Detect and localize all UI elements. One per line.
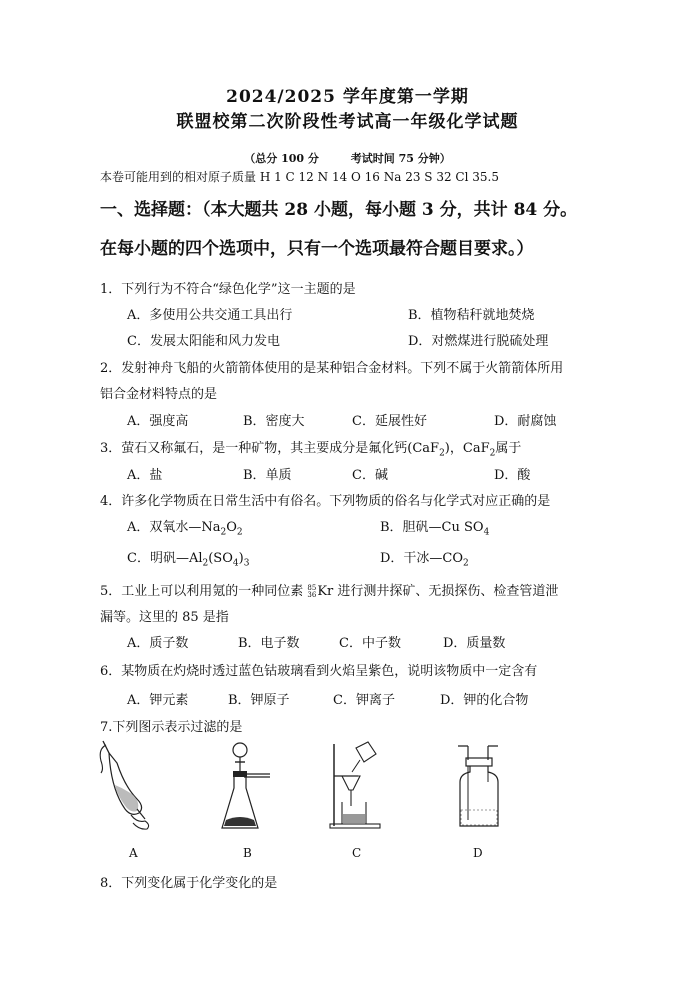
q5-stem-line1: 5．工业上可以利用氪的一种同位素 85 36Kr 进行测井探矿、无损探伤、检查管道泄 — [100, 583, 559, 599]
q3-option-b: B．单质 — [243, 468, 292, 483]
q1-option-c: C．发展太阳能和风力发电 — [127, 334, 280, 349]
q3-option-d: D．酸 — [494, 468, 531, 483]
q2-option-d: D．耐腐蚀 — [494, 414, 557, 429]
q1-option-d: D．对燃煤进行脱硫处理 — [408, 334, 549, 349]
q1-option-b: B．植物秸秆就地焚烧 — [408, 308, 535, 323]
exam-title-line2: 联盟校第二次阶段性考试高一年级化学试题 — [176, 112, 519, 132]
q4-option-b: B．胆矾—Cu $SO_4$ — [380, 520, 490, 538]
q2-option-b: B．密度大 — [243, 414, 305, 429]
q1-stem: 1．下列行为不符合“绿色化学”这一主题的是 — [100, 282, 356, 297]
figure-b-flask-with-funnel — [218, 740, 278, 832]
q2-stem-line2: 铝合金材料特点的是 — [100, 387, 218, 402]
q4-option-c: C．明矾$—Al_2(SO_4)_3$ — [127, 551, 250, 569]
q2-option-a: A．强度高 — [127, 414, 189, 429]
exam-meta — [0, 150, 695, 166]
figure-a-separatory-funnel — [95, 737, 155, 832]
q4-option-d: D．干冰$—CO_2$ — [380, 551, 469, 569]
figure-c-filtration — [328, 740, 388, 832]
q5-isotope-numbers: 85 36 — [307, 583, 317, 599]
figure-a-label: A — [129, 846, 138, 860]
figure-d-gas-washing-bottle — [450, 742, 510, 832]
q3-stem: 3．萤石又称氟石，是一种矿物，其主要成分是氟化钙(CaF$_2$)，CaF$_2$属于 — [100, 441, 522, 459]
q4-option-a: A．双氧水$—Na_2O_2$ — [127, 520, 243, 538]
q3-option-a: A．盐 — [127, 468, 163, 483]
exam-time: 考试时间 75 分钟） — [350, 152, 451, 165]
q6-option-d: D．钾的化合物 — [440, 693, 529, 708]
q6-option-a: A．钾元素 — [127, 693, 189, 708]
section-heading-line2: 在每小题的四个选项中，只有一个选项最符合题目要求。） — [100, 239, 534, 259]
q6-option-c: C．钾离子 — [333, 693, 395, 708]
q8-stem: 8．下列变化属于化学变化的是 — [100, 876, 278, 891]
q2-option-c: C．延展性好 — [352, 414, 427, 429]
q7-stem: 7.下列图示表示过滤的是 — [100, 720, 243, 735]
q3-option-c: C．碱 — [352, 468, 388, 483]
section-heading-line1: 一、选择题：（本大题共 28 小题，每小题 3 分，共计 84 分。 — [100, 200, 578, 220]
q5-option-d: D．质量数 — [443, 636, 506, 651]
q5-option-c: C．中子数 — [339, 636, 401, 651]
q2-stem-line1: 2．发射神舟飞船的火箭箭体使用的是某种铝合金材料。下列不属于火箭箭体所用 — [100, 361, 564, 376]
figure-d-label: D — [473, 846, 483, 860]
total-score: （总分 100 分 — [244, 152, 319, 165]
figure-b-label: B — [243, 846, 252, 860]
exam-title-line1: 2024/2025 学年度第一学期 — [226, 87, 469, 107]
q6-stem: 6．某物质在灼烧时透过蓝色钴玻璃看到火焰呈紫色，说明该物质中一定含有 — [100, 664, 538, 679]
figure-c-label: C — [352, 846, 362, 860]
q6-option-b: B．钾原子 — [228, 693, 290, 708]
q5-stem-line2: 漏等。这里的 85 是指 — [100, 610, 229, 625]
q5-option-a: A．质子数 — [127, 636, 189, 651]
q1-option-a: A．多使用公共交通工具出行 — [127, 308, 293, 323]
atomic-masses: 本卷可能用到的相对原子质量 H 1 C 12 N 14 O 16 Na 23 S 32 Cl 35.5 — [100, 170, 499, 184]
q5-option-b: B．电子数 — [238, 636, 300, 651]
q4-stem: 4．许多化学物质在日常生活中有俗名。下列物质的俗名与化学式对应正确的是 — [100, 494, 551, 509]
